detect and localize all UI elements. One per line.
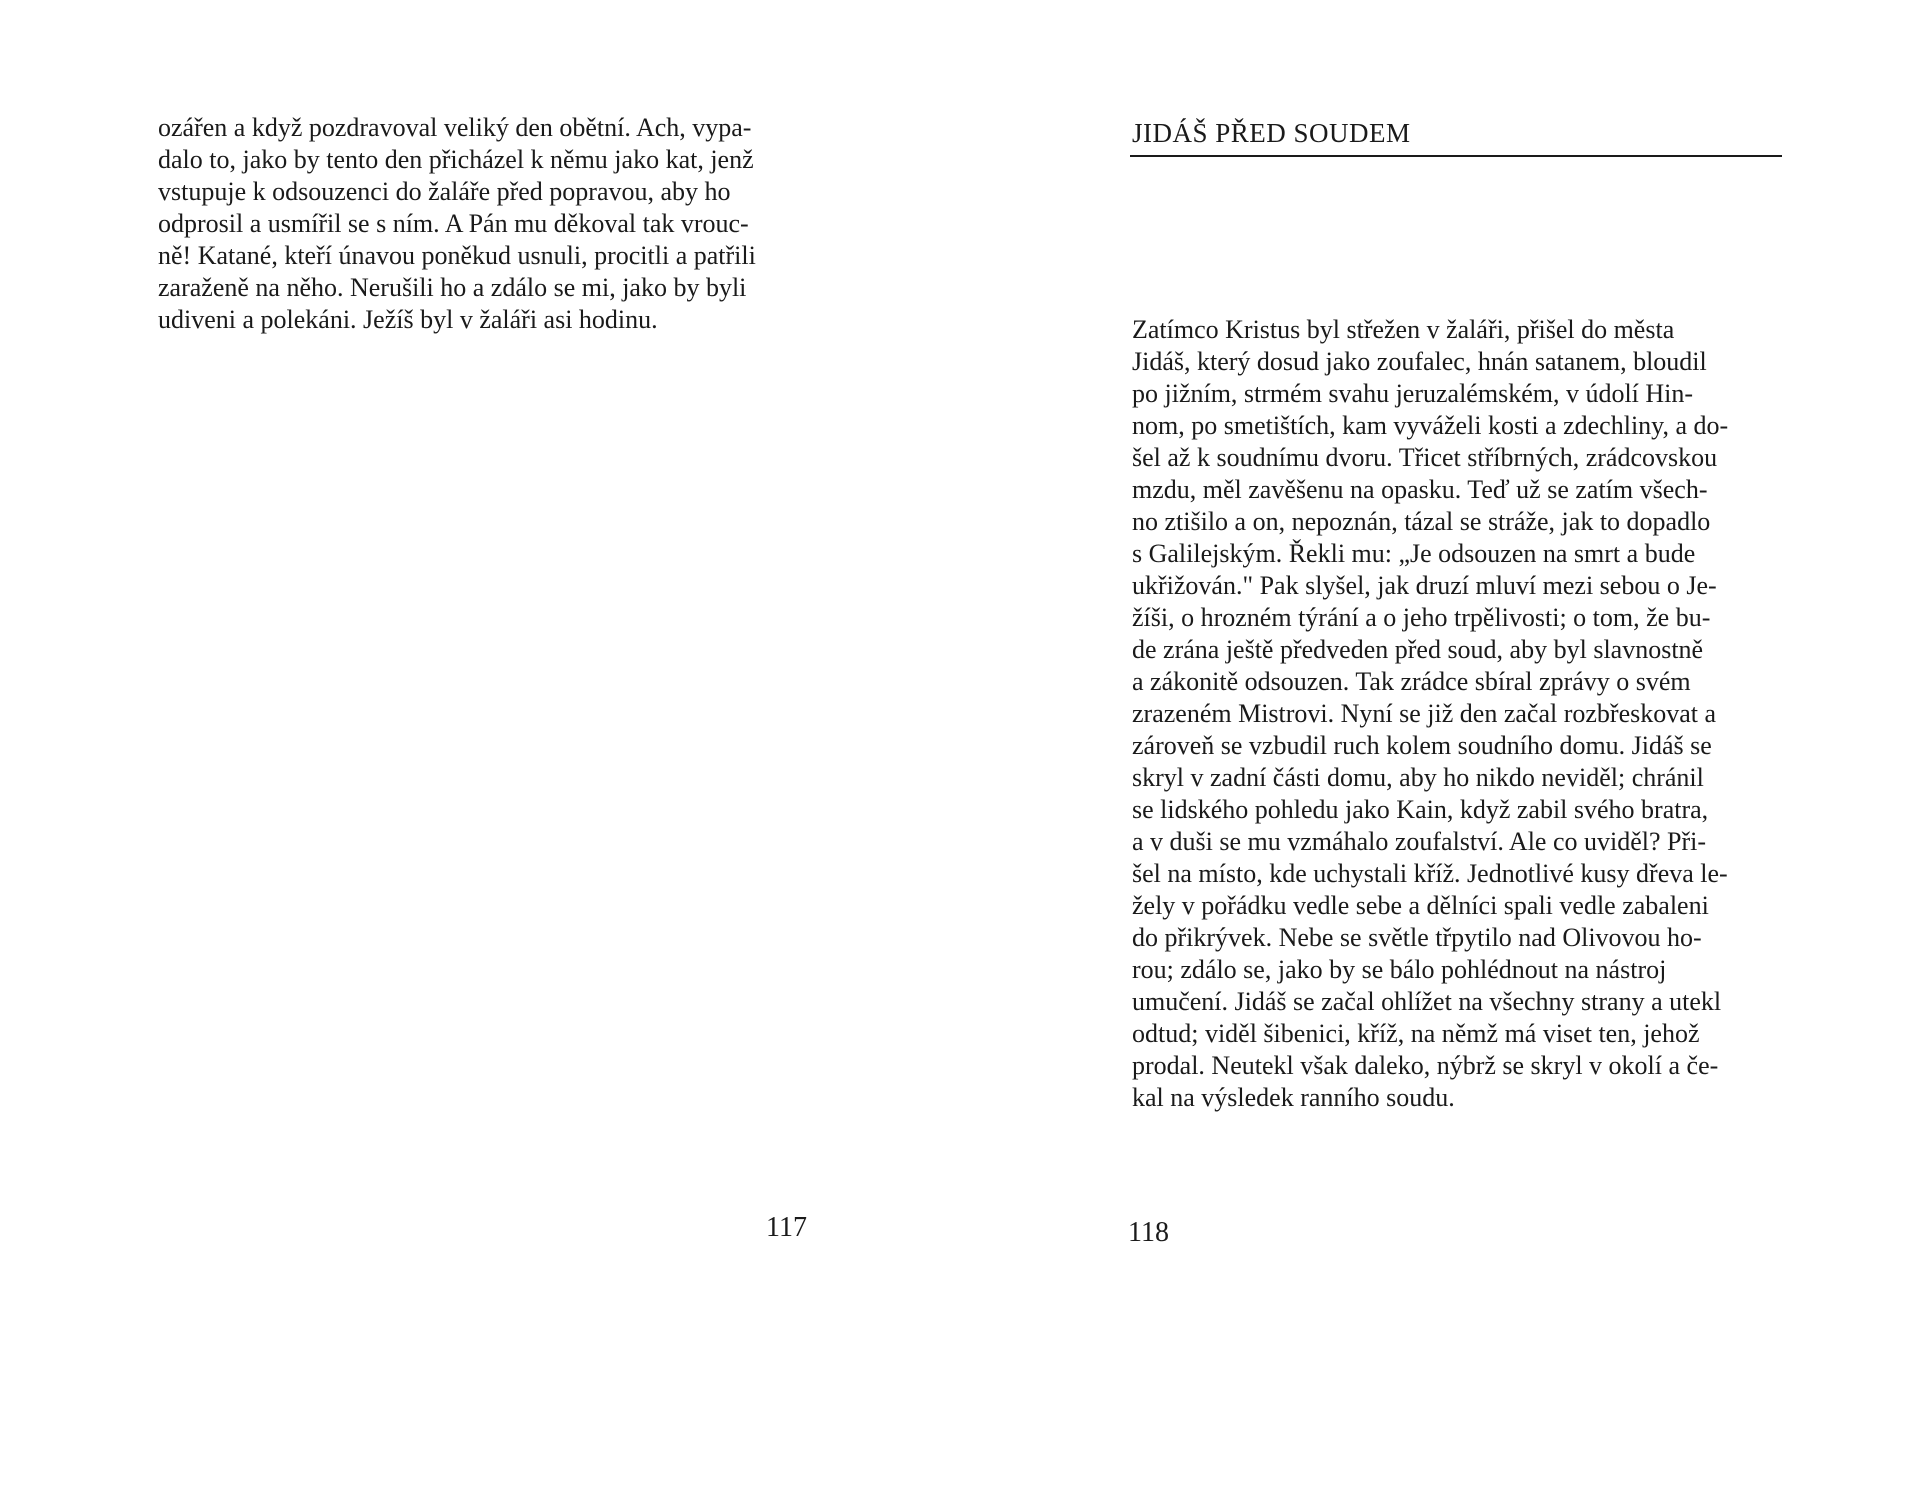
right-page <box>962 0 1924 1500</box>
heading-rule <box>1130 155 1782 157</box>
left-page-body-text: ozářen a když pozdravoval veliký den obětní. Ach, vypa- dalo to, jako by tento den přicházel k němu jako kat, jenž vstupuje k odsouzenci do žaláře před popravou, aby ho odprosil a usmířil se s ním. A Pán mu děkoval tak vrouc- ně! Katané, kteří únavou poněkud usnuli, procitli a patřili zaraženě na něho. Nerušili ho a zdálo se mi, jako by byli udiveni a polekáni. Ježíš byl v žaláři asi hodinu. <box>158 113 756 334</box>
right-page-number: 118 <box>1128 1217 1169 1248</box>
chapter-heading: JIDÁŠ PŘED SOUDEM <box>1132 118 1411 148</box>
left-page-number: 117 <box>766 1212 807 1243</box>
right-page-body-text: Zatímco Kristus byl střežen v žaláři, přišel do města Jidáš, který dosud jako zoufalec, hnán satanem, bloudil po jižním, strmém svahu jeruzalémském, v údolí Hin- nom, po smetištích, kam vyváželi kosti a zdechliny, a do- šel až k soudnímu dvoru. Třicet stříbrných, zrádcovskou mzdu, měl zavěšenu na opasku. Teď už se zatím všech- no ztišilo a on, nepoznán, tázal se stráže, jak to dopadlo s Galilejským. Řekli mu: „Je odsouzen na smrt a bude ukřižován." Pak slyšel, jak druzí mluví mezi sebou o Je- žíši, o hrozném týrání a o jeho trpělivosti; o tom, že bu- de zrána ještě předveden před soud, aby byl slavnostně a zákonitě odsouzen. Tak zrádce sbíral zprávy o svém zrazeném Mistrovi. Nyní se již den začal rozbřeskovat a zároveň se vzbudil ruch kolem soudního domu. Jidáš se skryl v zadní části domu, aby ho nikdo neviděl; chránil se lidského pohledu jako Kain, když zabil svého bratra, a v duši se mu vzmáhalo zoufalství. Ale co uviděl? Při- šel na místo, kde uchystali kříž. Jednotlivé kusy dřeva le- žely v pořádku vedle sebe a dělníci spali vedle zabaleni do přikrývek. Nebe se světle třpytilo nad Olivovou ho- rou; zdálo se, jako by se bálo pohlédnout na nástroj umučení. Jidáš se začal ohlížet na všechny strany a utekl odtud; viděl šibenici, kříž, na němž má viset ten, jehož prodal. Neutekl však daleko, nýbrž se skryl v okolí a če- kal na výsledek ranního soudu. <box>1132 315 1729 1112</box>
